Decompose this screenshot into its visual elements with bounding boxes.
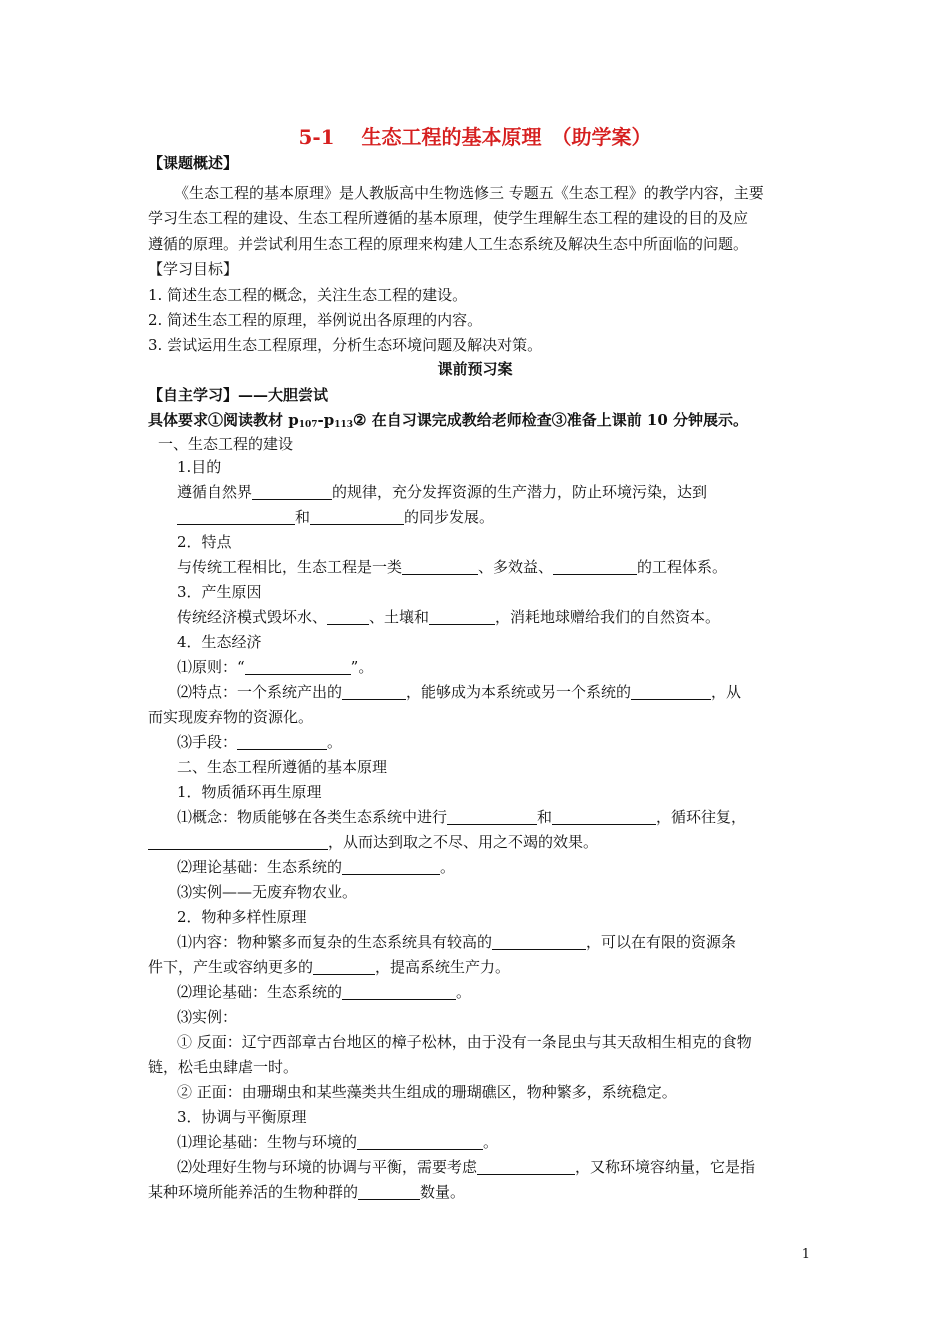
answer-blank[interactable] [357, 1133, 483, 1150]
fill-line: ⑴概念：物质能够在各类生态系统中进行 和 ，循环往复， [177, 808, 747, 826]
answer-blank[interactable] [342, 683, 406, 700]
paragraph-line: 学习生态工程的建设、生态工程所遵循的基本原理，使学生理解生态工程的建设的目的及应 [148, 209, 749, 227]
fill-line: ⑴内容：物种繁多而复杂的生态系统具有较高的 ，可以在有限的资源条 [177, 933, 737, 951]
answer-blank[interactable] [477, 1158, 575, 1175]
heading-overview: 【课题概述】 [148, 154, 239, 172]
fill-line: ⑴原则：“ ”。 [177, 658, 374, 676]
subsection-heading: 2．物种多样性原理 [177, 908, 307, 926]
paragraph-line: ⑶实例： [177, 1008, 238, 1026]
answer-blank[interactable] [553, 558, 637, 575]
answer-blank[interactable] [313, 958, 375, 975]
answer-blank[interactable] [342, 983, 456, 1000]
paragraph-line: 链，松毛虫肆虐一时。 [148, 1058, 299, 1076]
answer-blank[interactable] [245, 658, 351, 675]
fill-line: 件下，产生或容纳更多的 ，提高系统生产力。 [148, 958, 511, 976]
answer-blank[interactable] [327, 608, 369, 625]
paragraph-line: 遵循的原理。并尝试利用生态工程的原理来构建人工生态系统及解决生态中所面临的问题。 [148, 235, 749, 253]
goal-item: 1. 简述生态工程的概念，关注生态工程的建设。 [148, 286, 468, 304]
fill-line: ⑵理论基础：生态系统的 。 [177, 983, 472, 1001]
paragraph-line: 而实现废弃物的资源化。 [148, 708, 314, 726]
subsection-heading: 2．特点 [177, 533, 232, 551]
fill-line: 与传统工程相比，生态工程是一类 、多效益、 的工程体系。 [177, 558, 728, 576]
subsection-heading: 1.目的 [177, 458, 222, 476]
fill-line: 某种环境所能养活的生物种群的 数量。 [148, 1183, 466, 1201]
paragraph-line: ① 反面：辽宁西部章古台地区的樟子松林，由于没有一条昆虫与其天敌相生相克的食物 [177, 1033, 752, 1051]
answer-blank[interactable] [177, 508, 295, 525]
paragraph-line: 《生态工程的基本原理》是人教版高中生物选修三 专题五《生态工程》的教学内容，主要 [174, 184, 764, 202]
page-number: 1 [801, 1247, 810, 1262]
requirements-line: 具体要求①阅读教材 $p_{107}-p_{113}②$ 在自习课完成教给老师检查③准备上课前 10 分钟展示。 [148, 411, 749, 430]
answer-blank[interactable] [552, 808, 656, 825]
section-heading: 一、生态工程的建设 [158, 435, 294, 453]
fill-line: ，从而达到取之不尽、用之不竭的效果。 [148, 832, 810, 854]
heading-goals: 【学习目标】 [148, 260, 239, 278]
answer-blank[interactable] [402, 558, 478, 575]
answer-blank[interactable] [429, 608, 495, 625]
goal-item: 3. 尝试运用生态工程原理，分析生态环境问题及解决对策。 [148, 336, 543, 354]
subsection-heading: 1．物质循环再生原理 [177, 783, 322, 801]
section-heading: 二、生态工程所遵循的基本原理 [177, 758, 388, 776]
fill-line: 传统经济模式毁坏水、 、土壤和 ，消耗地球赠给我们的自然资本。 [177, 608, 721, 626]
answer-blank[interactable] [358, 1183, 420, 1200]
answer-blank[interactable] [237, 733, 327, 750]
subsection-heading: 3．协调与平衡原理 [177, 1108, 307, 1126]
answer-blank[interactable] [342, 858, 440, 875]
answer-blank[interactable] [492, 933, 586, 950]
subsection-heading: 4．生态经济 [177, 633, 262, 651]
fill-line: ⑴理论基础：生物与环境的 。 [177, 1133, 499, 1151]
fill-line: ⑵理论基础：生态系统的 。 [177, 858, 456, 876]
answer-blank[interactable] [148, 833, 328, 850]
answer-blank[interactable] [631, 683, 711, 700]
goal-item: 2. 简述生态工程的原理，举例说出各原理的内容。 [148, 311, 483, 329]
paragraph-line: ⑶实例——无废弃物农业。 [177, 883, 358, 901]
answer-blank[interactable] [252, 483, 332, 500]
fill-line: ⑵处理好生物与环境的协调与平衡，需要考虑 ，又称环境容纳量，它是指 [177, 1158, 756, 1176]
fill-line: ⑵特点：一个系统产出的 ，能够成为本系统或另一个系统的 ，从 [177, 683, 742, 701]
heading-self-study: 【自主学习】——大胆尝试 [148, 386, 329, 404]
fill-line: 和 的同步发展。 [177, 507, 810, 529]
answer-blank[interactable] [447, 808, 537, 825]
paragraph-line: ② 正面：由珊瑚虫和某些藻类共生组成的珊瑚礁区，物种繁多，系统稳定。 [177, 1083, 677, 1101]
fill-line: ⑶手段： 。 [177, 733, 343, 751]
document-title: 5-1 生态工程的基本原理 （助学案） [298, 125, 652, 149]
answer-blank[interactable] [310, 508, 404, 525]
preview-title: 课前预习案 [437, 360, 513, 378]
subsection-heading: 3．产生原因 [177, 583, 262, 601]
fill-line: 遵循自然界 的规律，充分发挥资源的生产潜力，防止环境污染，达到 [177, 483, 708, 501]
